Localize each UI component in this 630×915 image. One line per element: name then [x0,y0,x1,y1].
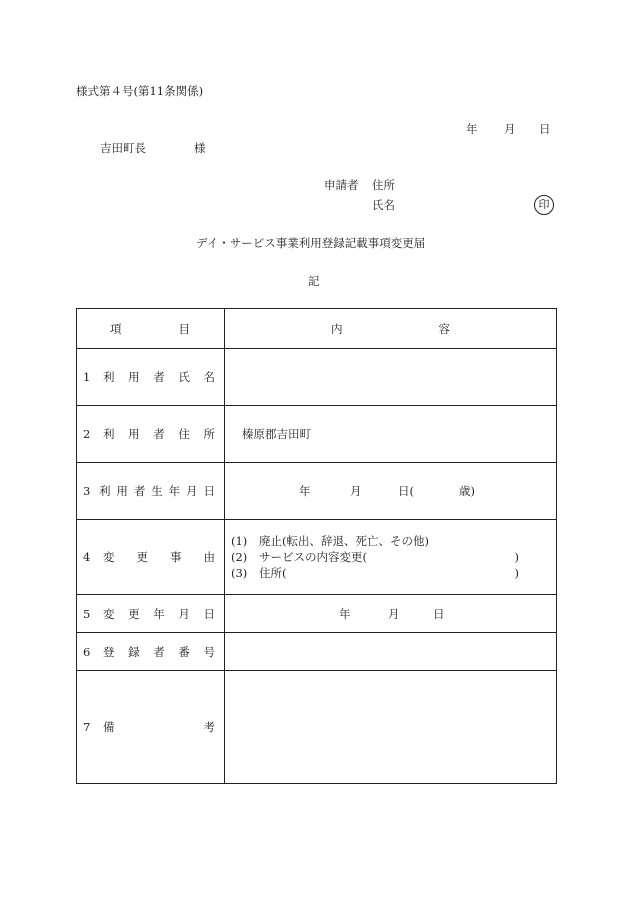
label-char: 者 [133,484,146,498]
label-char: 事 [170,550,182,564]
label-char: 月 [186,484,198,498]
reason-close: ) [514,566,519,580]
change-day-label: 日 [433,606,445,621]
reason-option[interactable] [231,565,519,581]
registrant-number-field[interactable] [225,633,557,671]
label-char: 利 [103,427,115,441]
header-item-char: 目 [178,321,190,336]
table-row [77,671,557,784]
label-char: 号 [203,644,215,659]
applicant-name-label: 氏名 [372,198,395,212]
table-row [77,520,557,595]
applicant-address-label: 住所 [372,178,395,192]
birth-day-label: 日( [398,484,414,498]
birth-month-label: 月 [350,484,362,498]
header-content-char: 内 [331,321,343,336]
label-char: 月 [178,606,190,621]
reason-close: ) [514,550,519,564]
label-char: 年 [153,606,165,621]
label-char: 由 [203,550,215,564]
reason-number: (3) [231,566,248,580]
change-reason-field[interactable] [225,520,557,595]
header-content-cell [225,309,557,349]
table-row [77,349,557,406]
row-number: 6 [83,644,91,659]
row-label-cell [77,520,225,595]
reason-text: 廃止(転出、辞退、死亡、その他) [259,534,429,548]
label-char: 録 [128,644,140,659]
table-row [77,406,557,463]
row-label-cell [77,671,225,784]
header-content-char: 容 [438,321,450,336]
row-label-cell [77,463,225,520]
reason-option[interactable] [231,533,519,549]
row-number: 1 [83,370,91,384]
change-month-label: 月 [388,606,400,621]
user-address-value: 榛原郡吉田町 [242,427,311,441]
row-number: 7 [83,720,91,734]
user-name-field[interactable] [225,349,557,406]
label-char: 用 [128,427,140,441]
label-char: 者 [153,370,165,384]
label-char: 所 [203,427,215,441]
change-date-field[interactable] [225,595,557,633]
label-char: 年 [168,484,181,498]
form-number: 様式第４号(第11条関係) [76,84,204,98]
addressee-name: 吉田町長 [100,141,146,155]
row-number: 4 [83,550,91,564]
label-char: 日 [203,484,215,498]
date-day-label: 日 [539,122,551,136]
label-char: 利 [99,484,111,498]
note-label: 記 [308,274,320,288]
addressee-honorific: 様 [194,141,206,155]
label-char: 利 [103,370,115,384]
applicant-label: 申請者 [324,178,359,192]
change-year-label: 年 [339,606,351,621]
date-year-label: 年 [466,122,478,136]
label-char: 更 [128,606,140,621]
label-char: 者 [153,644,165,659]
label-char: 更 [136,550,148,564]
label-char: 日 [203,606,215,621]
label-char: 住 [178,427,190,441]
row-number: 2 [83,427,91,441]
row-label-cell [77,349,225,406]
reason-option[interactable] [231,549,519,565]
user-birthdate-field[interactable] [225,463,557,520]
label-char: 考 [203,720,215,734]
age-label: 歳) [459,484,475,498]
label-char: 登 [103,644,115,659]
row-label-cell [77,633,225,671]
row-label-cell [77,595,225,633]
table-header-row [77,309,557,349]
reason-text: 住所( [259,566,287,580]
header-item-cell [77,309,225,349]
reason-text: サービスの内容変更( [259,550,367,564]
birth-year-label: 年 [299,484,311,498]
label-char: 氏 [178,370,190,384]
row-number: 5 [83,606,91,621]
document-title: デイ・サービス事業利用登録記載事項変更届 [196,236,426,250]
reason-number: (1) [231,534,248,548]
table-row [77,463,557,520]
reason-number: (2) [231,550,248,564]
label-char: 備 [103,720,115,734]
label-char: 変 [103,606,115,621]
label-char: 番 [178,644,190,659]
label-char: 生 [151,484,163,498]
table-row [77,595,557,633]
date-month-label: 月 [504,122,516,136]
label-char: 名 [203,370,215,384]
row-number: 3 [83,484,91,498]
remarks-field[interactable] [225,671,557,784]
label-char: 変 [103,550,115,564]
row-label-cell [77,406,225,463]
label-char: 用 [116,484,128,498]
seal-mark: 印 [534,195,554,215]
form-table [76,308,557,784]
table-row [77,633,557,671]
user-address-field[interactable] [225,406,557,463]
header-item-char: 項 [110,321,122,336]
label-char: 用 [128,370,140,384]
label-char: 者 [153,427,165,441]
